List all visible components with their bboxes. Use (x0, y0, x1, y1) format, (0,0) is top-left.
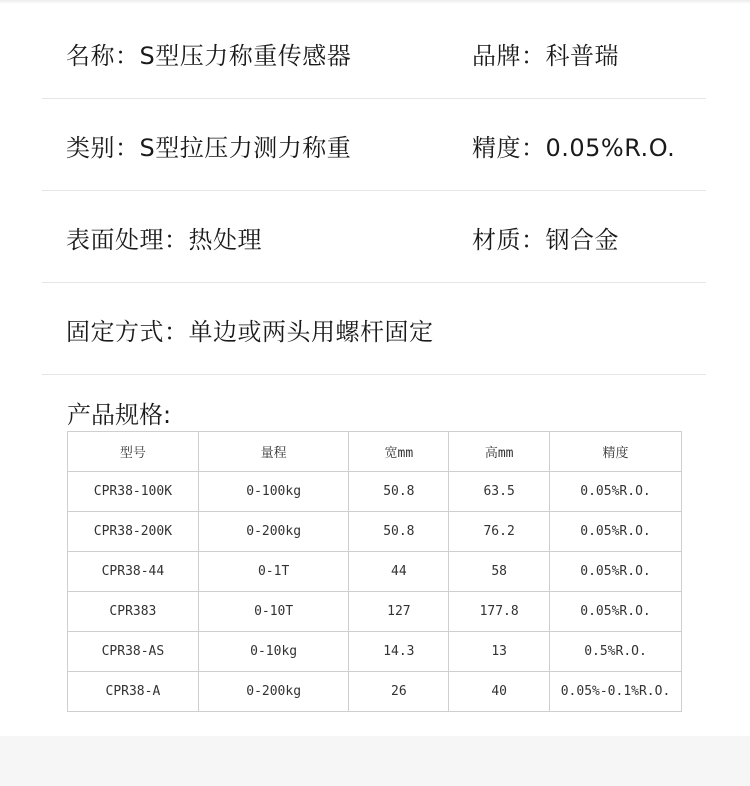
cell-height: 13 (449, 632, 550, 672)
table-row (68, 512, 682, 552)
product-mounting: 固定方式：单边或两头用螺杆固定 (66, 317, 434, 346)
cell-height: 63.5 (449, 472, 550, 512)
cell-accuracy: 0.5%R.O. (550, 632, 682, 672)
info-row-mounting (42, 283, 706, 375)
product-brand: 品牌：科普瑞 (472, 41, 619, 70)
cell-range: 0-10T (198, 592, 349, 632)
header-accuracy: 精度 (550, 432, 682, 472)
cell-range: 0-100kg (198, 472, 349, 512)
header-width: 宽mm (349, 432, 449, 472)
cell-width: 50.8 (349, 472, 449, 512)
cell-model: CPR38-AS (68, 632, 199, 672)
product-accuracy: 精度：0.05%R.O. (472, 133, 676, 162)
cell-range: 0-200kg (198, 672, 349, 712)
cell-width: 50.8 (349, 512, 449, 552)
table-row (68, 672, 682, 712)
cell-height: 177.8 (449, 592, 550, 632)
spec-table (67, 431, 682, 712)
table-row (68, 552, 682, 592)
info-row-name (42, 7, 706, 99)
cell-width: 127 (349, 592, 449, 632)
cell-width: 26 (349, 672, 449, 712)
cell-height: 76.2 (449, 512, 550, 552)
cell-model: CPR38-100K (68, 472, 199, 512)
bottom-band (0, 736, 750, 786)
table-row (68, 632, 682, 672)
cell-accuracy: 0.05%R.O. (550, 512, 682, 552)
cell-accuracy: 0.05%-0.1%R.O. (550, 672, 682, 712)
product-material: 材质：钢合金 (472, 225, 619, 254)
cell-accuracy: 0.05%R.O. (550, 552, 682, 592)
cell-range: 0-10kg (198, 632, 349, 672)
header-model: 型号 (68, 432, 199, 472)
cell-accuracy: 0.05%R.O. (550, 592, 682, 632)
table-row (68, 472, 682, 512)
header-height: 高mm (449, 432, 550, 472)
cell-width: 44 (349, 552, 449, 592)
spec-header-row (68, 432, 682, 472)
header-range: 量程 (198, 432, 349, 472)
cell-width: 14.3 (349, 632, 449, 672)
cell-range: 0-200kg (198, 512, 349, 552)
cell-height: 58 (449, 552, 550, 592)
top-shadow (0, 0, 750, 4)
cell-height: 40 (449, 672, 550, 712)
spec-title: 产品规格: (67, 401, 172, 429)
product-category: 类别：S型拉压力测力称重 (66, 133, 352, 162)
cell-model: CPR38-44 (68, 552, 199, 592)
product-name: 名称：S型压力称重传感器 (66, 41, 352, 70)
cell-model: CPR38-200K (68, 512, 199, 552)
cell-model: CPR383 (68, 592, 199, 632)
product-surface-treatment: 表面处理：热处理 (66, 225, 262, 254)
table-row (68, 592, 682, 632)
cell-model: CPR38-A (68, 672, 199, 712)
cell-range: 0-1T (198, 552, 349, 592)
product-info (42, 7, 706, 375)
cell-accuracy: 0.05%R.O. (550, 472, 682, 512)
info-row-surface (42, 191, 706, 283)
info-row-category (42, 99, 706, 191)
